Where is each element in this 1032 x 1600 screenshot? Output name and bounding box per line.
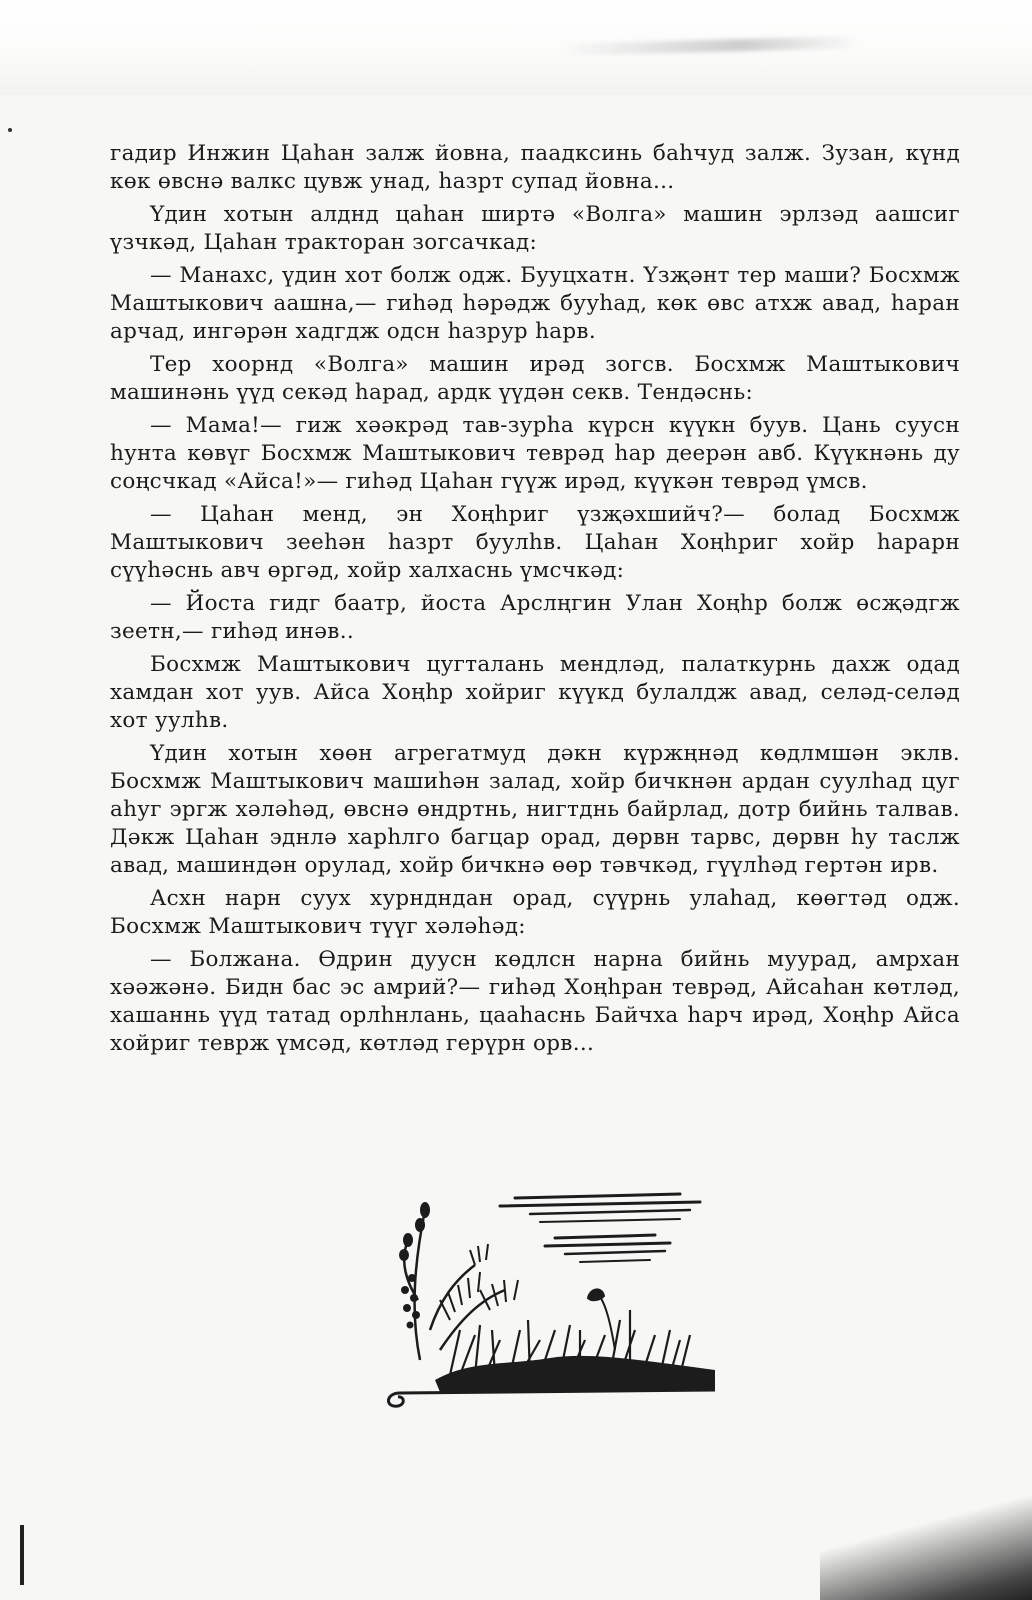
paragraph: Босхмж Маштыкович цугталань мендләд, палаткурнь дахж одад хамдан хот уув. Айса Хоңһр хойриг күүкд булалдж авад, селәд-селәд хот уулһв. [110,652,960,733]
page-top-shadow [0,0,1032,95]
paragraph: — Йоста гидг баатр, йоста Арслңгин Улан Хоңһр болж өсҗәдгж зеетн,— гиһәд инәв.. [110,591,960,644]
paragraph: гадир Инжин Цаһан залж йовна, паадксинь баһчуд залж. Зузан, күнд көк өвснә валкс цувж унад, һазрт супад йовна... [110,141,960,194]
paragraph: Үдин хотын хөөн агрегатмуд дәкн күржңнәд көдлмшән эклв. Босхмж Маштыкович машиһән залад, хойр бичкнән ардан суулһад цуг аһуг эргж хәләһәд, өвснә өндртнь, нигтднь байрлад, дотр бийнь талвав. Дәкж Цаһан эднлә харһлго багцар орад, дөрвн тарвс, дөрвн һу таслж авад, машиндән орулад, хойр бичкнә өөр тәвчкәд, гүүлһәд гертән ирв. [110,741,960,878]
paragraph: Үдин хотын алднд цаһан ширтә «Волга» машин эрлзәд аашсиг үзчкәд, Цаһан тракторан зогсачкад: [110,202,960,255]
paragraph: — Болжана. Өдрин дуусн көдлсн нарна бийнь муурад, амрхан хәәжәнә. Бидн бас эс амрий?— гиһәд Хоңһран теврәд, Айсаһан көтләд, хашаннь үүд татад орлһнлань, цааһаснь Байчха һарч ирәд, Хоңһр Айса хойриг теврж үмсәд, көтләд герүрн орв... [110,947,960,1056]
scan-speck [8,128,12,132]
paragraph: — Манахс, үдин хот болж одж. Бууцхатн. Үзҗәнт тер маши? Босхмж Маштыкович аашна,— гиһәд һәрәдж бууһад, көк өвс атхж авад, һаран арчад, ингәрән хадгдж одсн һазрур һарв. [110,263,960,344]
steppe-grass-illustration [380,1180,725,1410]
page-bottom-shadow [820,1480,1032,1600]
paragraph: Тер хоорнд «Волга» машин ирәд зогсв. Босхмж Маштыкович машинәнь үүд секәд һарад, ардк үүдән секв. Тендәснь: [110,352,960,405]
paragraph: Асхн нарн суух хурндндан орад, сүүрнь улаһад, көөгтәд одж. Босхмж Маштыкович түүг хәләһәд: [110,886,960,939]
story-text [110,140,960,1063]
paragraph: — Цаһан менд, эн Хоңһриг үзҗәхшийч?— болад Босхмж Маштыкович зееһән һазрт буулһв. Цаһан Хоңһриг хойр һарарн сүүһәснь авч өргәд, хойр халхаснь үмсчкәд: [110,502,960,583]
paragraph: — Мама!— гиж хәәкрәд тав-зурһа күрсн күүкн буув. Цань суусн һунта көвүг Босхмж Маштыкович теврәд һар деерән авб. Күүкнәнь ду соңсчкад «Айса!»— гиһәд Цаһан гүүж ирәд, күүкән теврәд үмсв. [110,413,960,494]
scan-margin-mark [20,1525,24,1585]
